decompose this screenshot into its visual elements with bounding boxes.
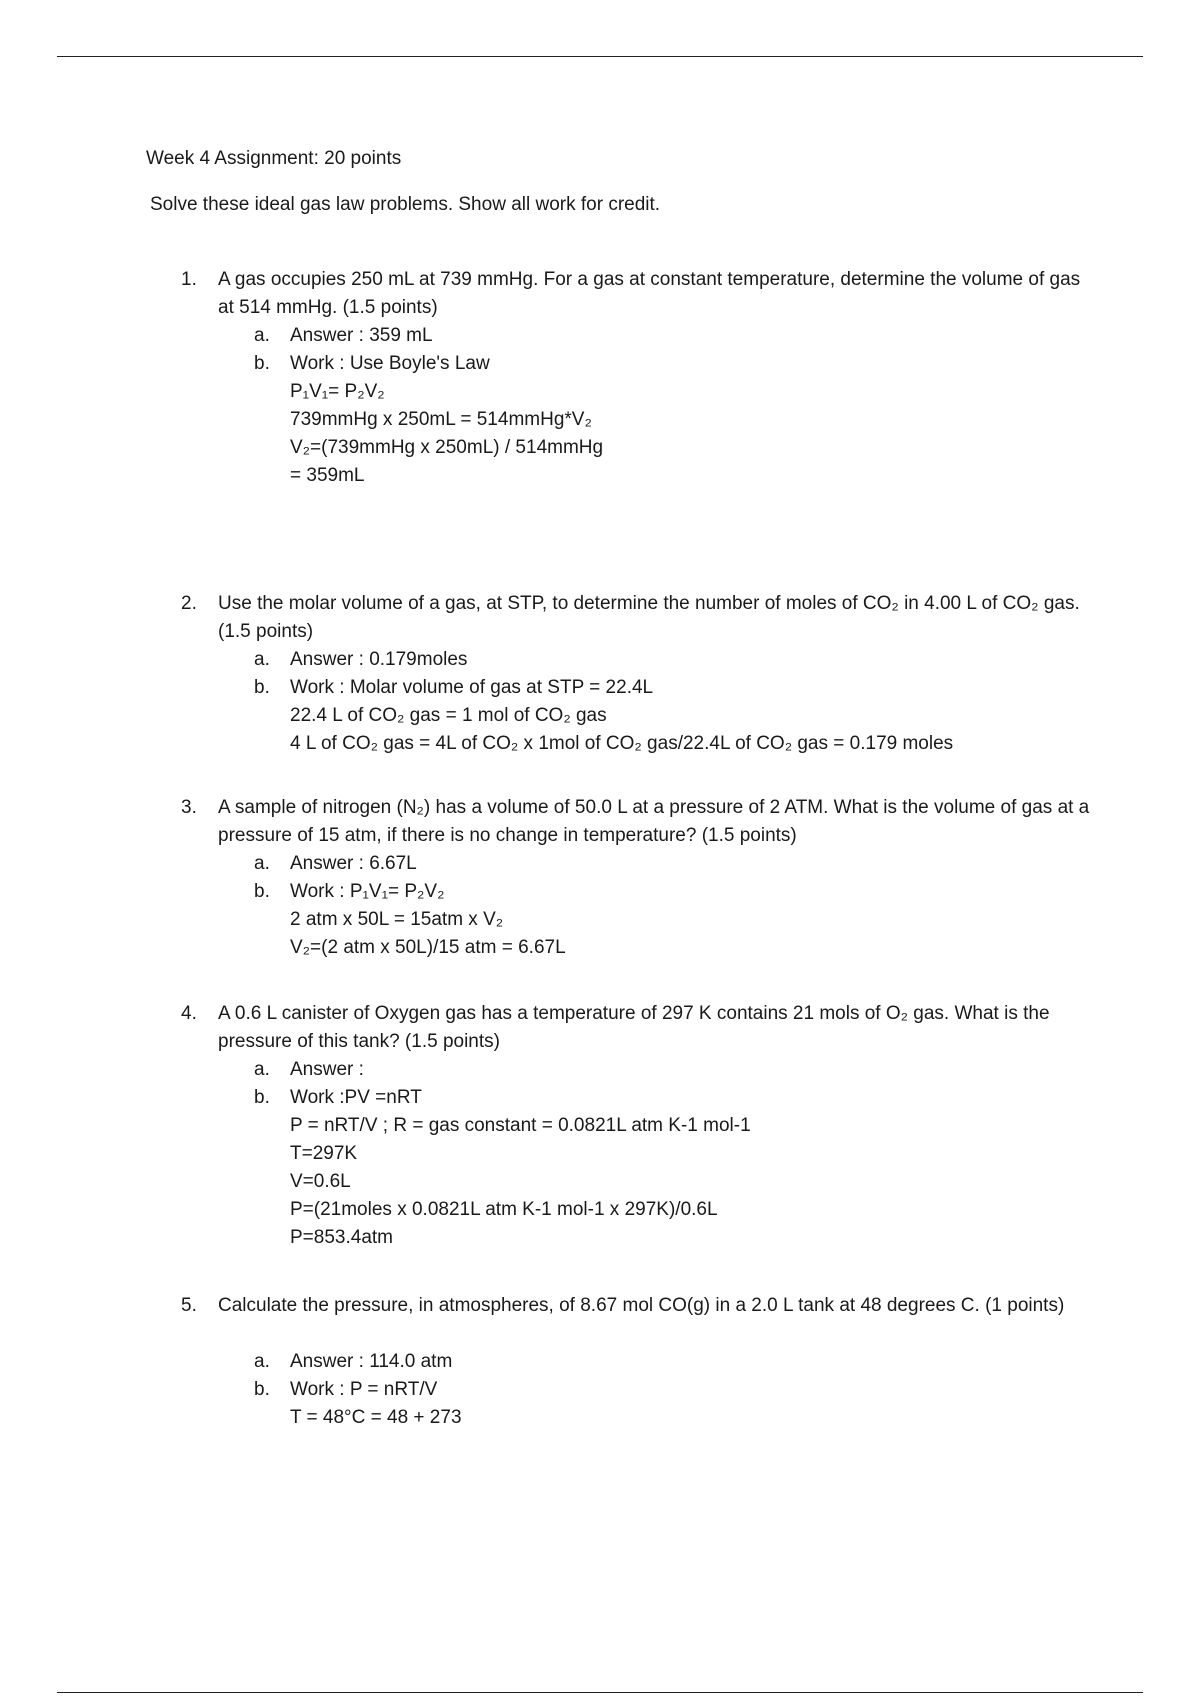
top-rule xyxy=(57,56,1143,57)
list-letter: b. xyxy=(254,1087,270,1108)
work-heading: Work : P = nRT/V xyxy=(290,1379,438,1400)
work-heading: Work :PV =nRT xyxy=(290,1087,422,1108)
work-line: 22.4 L of CO₂ gas = 1 mol of CO₂ gas xyxy=(290,705,607,726)
work-heading: Work : P₁V₁= P₂V₂ xyxy=(290,881,445,902)
list-letter: a. xyxy=(254,1059,270,1080)
question-text: A gas occupies 250 mL at 739 mmHg. For a gas at constant temperature, determine the volume of gas at 514 mmHg. (1.5 points) xyxy=(218,269,1081,318)
work-line: P=(21moles x 0.0821L atm K-1 mol-1 x 297K)/0.6L xyxy=(290,1199,718,1220)
answer-text: Answer : 6.67L xyxy=(290,853,417,874)
question-text: A sample of nitrogen (N₂) has a volume of 50.0 L at a pressure of 2 ATM. What is the volume of gas at a pressure of 15 atm, if there is no change in temperature? (1.5 points) xyxy=(218,797,1090,846)
work-line: P=853.4atm xyxy=(290,1227,393,1248)
question-text: Use the molar volume of a gas, at STP, to determine the number of moles of CO₂ in 4.00 L of CO₂ gas. (1.5 points) xyxy=(218,593,1080,642)
question-number: 5. xyxy=(181,1295,197,1316)
work-line: T = 48°C = 48 + 273 xyxy=(290,1407,462,1428)
work-line: V₂=(2 atm x 50L)/15 atm = 6.67L xyxy=(290,937,566,958)
question-number: 3. xyxy=(181,797,197,818)
work-line: T=297K xyxy=(290,1143,358,1164)
bottom-rule xyxy=(57,1692,1143,1693)
work-line: 4 L of CO₂ gas = 4L of CO₂ x 1mol of CO₂ gas/22.4L of CO₂ gas = 0.179 moles xyxy=(290,733,954,754)
work-heading: Work : Molar volume of gas at STP = 22.4L xyxy=(290,677,654,698)
assignment-title: Week 4 Assignment: 20 points xyxy=(146,148,402,169)
list-letter: b. xyxy=(254,881,270,902)
list-letter: a. xyxy=(254,325,270,346)
question-number: 2. xyxy=(181,593,197,614)
work-line: P = nRT/V ; R = gas constant = 0.0821L atm K-1 mol-1 xyxy=(290,1115,751,1136)
answer-text: Answer : 359 mL xyxy=(290,325,433,346)
question-text: Calculate the pressure, in atmospheres, of 8.67 mol CO(g) in a 2.0 L tank at 48 degrees C. (1 points) xyxy=(218,1295,1065,1316)
work-line: = 359mL xyxy=(290,465,365,486)
list-letter: b. xyxy=(254,677,270,698)
work-line: P₁V₁= P₂V₂ xyxy=(290,381,385,402)
list-letter: a. xyxy=(254,649,270,670)
list-letter: b. xyxy=(254,1379,270,1400)
list-letter: a. xyxy=(254,1351,270,1372)
work-line: 739mmHg x 250mL = 514mmHg*V₂ xyxy=(290,409,592,430)
assignment-instructions: Solve these ideal gas law problems. Show all work for credit. xyxy=(150,194,661,215)
question-text: A 0.6 L canister of Oxygen gas has a temperature of 297 K contains 21 mols of O₂ gas. What is the pressure of this tank? (1.5 points) xyxy=(218,1003,1050,1052)
list-letter: b. xyxy=(254,353,270,374)
work-line: V₂=(739mmHg x 250mL) / 514mmHg xyxy=(290,437,604,458)
question-number: 4. xyxy=(181,1003,197,1024)
work-line: 2 atm x 50L = 15atm x V₂ xyxy=(290,909,504,930)
answer-text: Answer : 0.179moles xyxy=(290,649,468,670)
work-heading: Work : Use Boyle's Law xyxy=(290,353,490,374)
work-line: V=0.6L xyxy=(290,1171,351,1192)
answer-text: Answer : xyxy=(290,1059,364,1080)
answer-text: Answer : 114.0 atm xyxy=(290,1351,453,1372)
question-number: 1. xyxy=(181,269,197,290)
list-letter: a. xyxy=(254,853,270,874)
